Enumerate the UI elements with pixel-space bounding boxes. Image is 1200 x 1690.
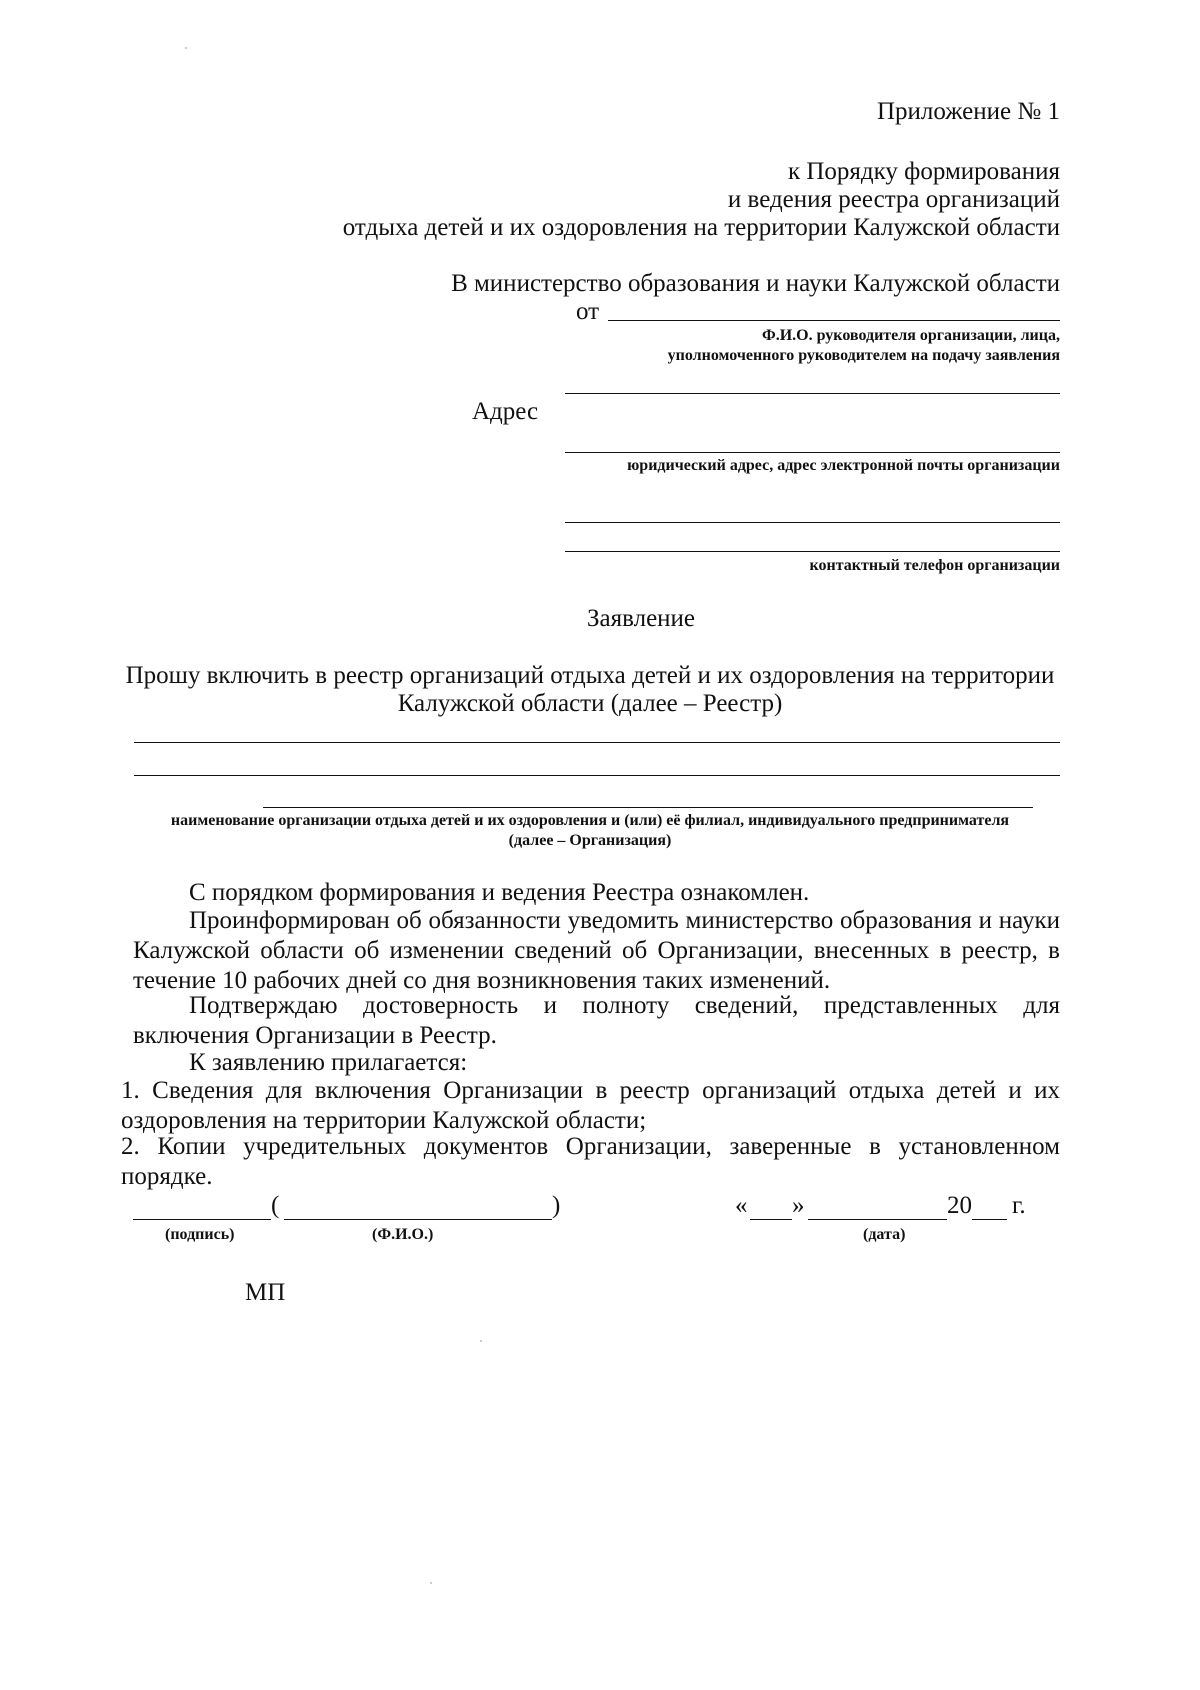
scan-speck [185,47,187,49]
from-caption-line-2: уполномоченного руководителем на подачу заявления [667,347,1060,364]
from-fio-line [608,320,1060,321]
signature-line [133,1219,271,1220]
fio-close-paren: ) [552,1192,561,1219]
fio-open-paren: ( [271,1192,280,1219]
request-line-1: Прошу включить в реестр организаций отдыха детей и их оздоровления на территории [125,662,1055,689]
appendix-number: Приложение № 1 [876,98,1060,125]
phone-caption: контактный телефон организации [809,557,1060,574]
attachments-label: К заявлению прилагается: [189,1049,468,1076]
date-day-line [750,1219,792,1220]
scan-speck [480,1340,482,1342]
paragraph-confirm: Подтверждаю достоверность и полноту сведений, представленных для включения Организации в Реестр. [133,992,1060,1049]
from-label: от [576,298,600,325]
paragraph-acquainted: С порядком формирования и ведения Реестра ознакомлен. [189,879,810,906]
from-caption-line-1: Ф.И.О. руководителя организации, лица, [761,327,1060,344]
phone-line-1 [565,522,1060,523]
application-title: Заявление [587,605,696,632]
date-caption: (дата) [863,1226,906,1243]
stamp-placeholder: МП [245,1279,286,1306]
order-line-3: отдыха детей и их оздоровления на территории Калужской области [342,214,1060,241]
order-line-1: к Порядку формирования [787,158,1060,185]
address-line-1 [565,393,1060,394]
fio-line [284,1219,552,1220]
phone-line-2 [565,551,1060,552]
recipient-ministry: В министерство образования и науки Калужской области [451,270,1060,297]
org-name-line-3 [263,807,1033,808]
scan-speck [430,1582,432,1584]
attachment-item-1: 1. Сведения для включения Организации в реестр организаций отдыха детей и их оздоровления на территории Калужской области; [121,1077,1060,1134]
address-caption: юридический адрес, адрес электронной почты организации [627,457,1060,474]
address-label: Адрес [472,398,539,425]
request-line-2: Калужской области (далее – Реестр) [397,690,783,717]
date-year-suffix: г. [1012,1192,1026,1219]
org-name-line-1 [134,742,1060,743]
date-year-line [972,1219,1007,1220]
org-caption-line-2: (далее – Организация) [508,832,672,849]
org-caption-line-1: наименование организации отдыха детей и их оздоровления и (или) её филиал, индивидуального предпринимателя [170,812,1010,829]
attachment-item-2: 2. Копии учредительных документов Организации, заверенные в установленном порядке. [121,1133,1060,1190]
date-quote-close: » [792,1192,805,1219]
address-line-2 [565,452,1060,453]
paragraph-informed: Проинформирован об обязанности уведомить министерство образования и науки Калужской области об изменении сведений об Организации, внесенных в реестр, в течение 10 рабочих дней со дня возникновения таких изменений. [133,907,1060,994]
org-name-line-2 [134,775,1060,776]
date-month-line [808,1219,947,1220]
signature-caption: (подпись) [165,1226,235,1243]
order-line-2: и ведения реестра организаций [727,186,1060,213]
fio-caption: (Ф.И.О.) [372,1226,434,1243]
date-year-prefix: 20 [947,1192,972,1219]
date-quote-open: « [735,1192,748,1219]
